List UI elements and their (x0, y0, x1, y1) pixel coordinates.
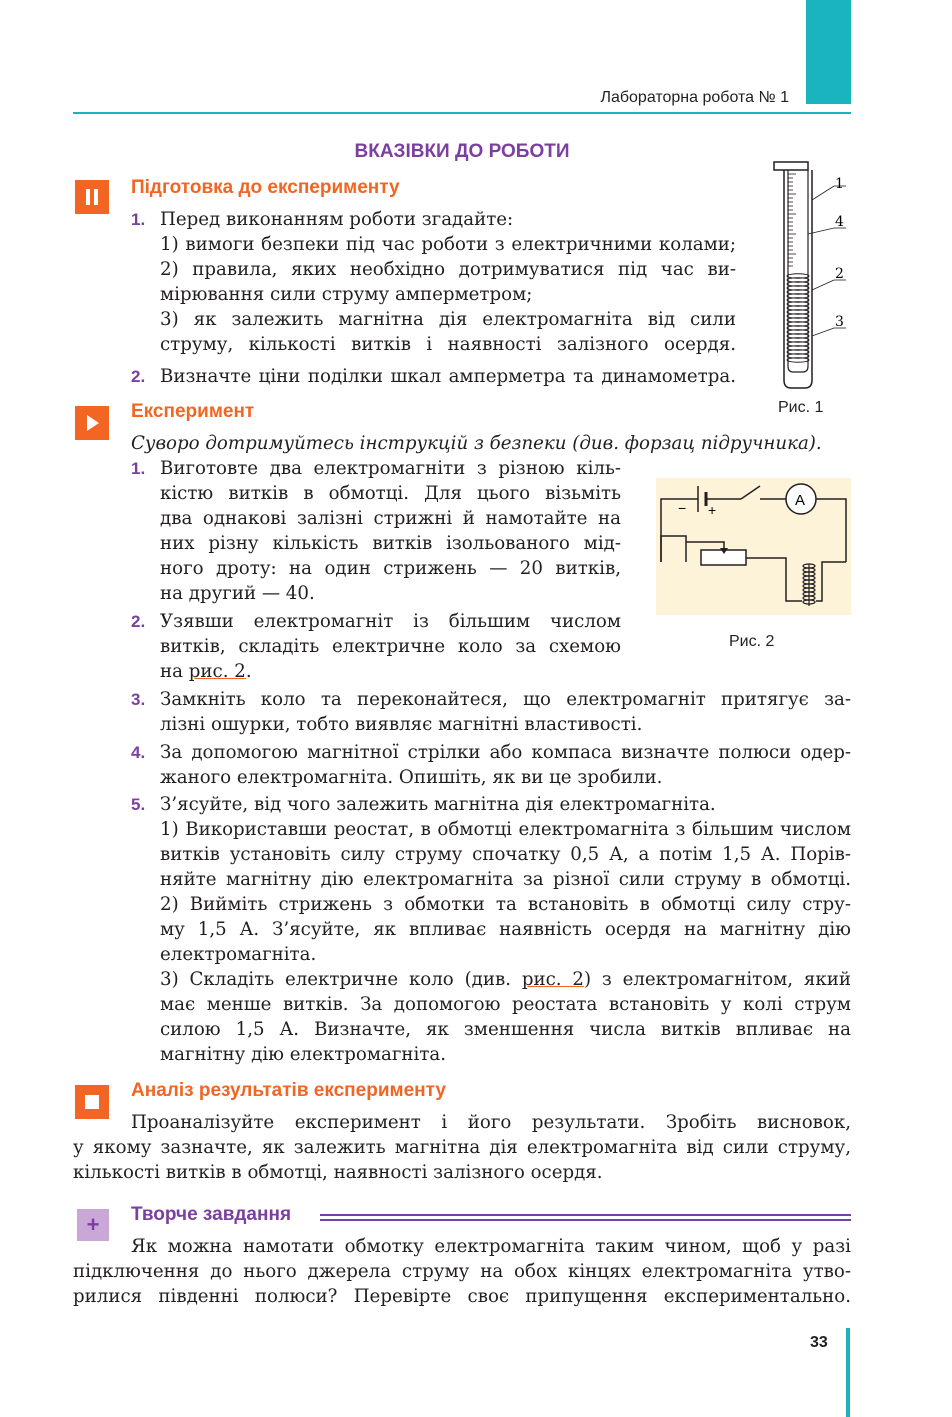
ammeter-label: A (795, 492, 806, 509)
page-title: ВКАЗІВКИ ДО РОБОТИ (354, 141, 570, 162)
text-fragment: 3) Складіть електричне коло (див. (160, 969, 522, 990)
prep-item-1 (160, 207, 736, 357)
text-line: магнітну дію електромагніта. (160, 1044, 447, 1065)
running-header: Лабораторна робота № 1 (600, 89, 789, 106)
section-title-analysis: Аналіз результатів експерименту (131, 1080, 446, 1101)
text-line: 3) як залежить магнітна дія електромагніта від сили (160, 309, 736, 330)
header-rule (73, 112, 851, 114)
figure-2-link[interactable]: рис. 2 (521, 969, 584, 990)
text-line: З’ясуйте, від чого залежить магнітна дія електромагніта. (160, 794, 716, 815)
text-line: на другий — 40. (160, 583, 315, 604)
figure-2-caption: Рис. 2 (729, 633, 775, 650)
list-number: 2. (131, 612, 146, 631)
text-line: Як можна намотати обмотку електромагніта таким чином, щоб у разі (131, 1236, 851, 1257)
text-line: витків установіть силу струму спочатку 0,5 А, а потім 1,5 А. Порів- (160, 844, 851, 865)
list-number: 1. (131, 210, 146, 229)
figure-2-circuit-diagram (656, 478, 851, 615)
figure-label: 3 (835, 314, 844, 330)
battery-plus-label: + (708, 502, 717, 518)
text-line: Суворо дотримуйтесь інструкцій з безпеки (див. форзац підручника). (131, 433, 822, 454)
text-line: Визначте ціни поділки шкал амперметра та динамометра. (160, 366, 736, 387)
text-line: струму, кількості витків і наявності залізного осердя. (160, 334, 736, 355)
section-title-experiment: Експеримент (131, 401, 255, 422)
figure-label: 2 (835, 266, 844, 282)
text-line: 1) Використавши реостат, в обмотці електромагніта з більшим числом (160, 819, 851, 840)
text-line: 2) правила, яких необхідно дотримуватися під час ви- (160, 259, 736, 280)
text-line: 2) Вийміть стрижень з обмотки та встановіть в обмотці силу стру- (160, 894, 851, 915)
page-number-bar (846, 1328, 850, 1417)
text-line: му 1,5 А. З’ясуйте, як впливає наявність осердя на магнітну дію (160, 919, 851, 940)
text-line: два однакові залізні стрижні й намотайте на (160, 508, 621, 529)
page-number: 33 (810, 1334, 828, 1351)
text-line: Виготовте два електромагніти з різною кіль- (160, 458, 621, 479)
battery-minus-label: − (678, 500, 687, 516)
text-line: силою 1,5 А. Визначте, як зменшення числа витків впливає на (160, 1019, 851, 1040)
prep-item-2 (160, 364, 736, 389)
list-number: 4. (131, 743, 146, 762)
text-line: рилися південні полюси? Перевірте своє припущення експериментально. (73, 1286, 851, 1307)
experiment-item-3 (160, 687, 851, 737)
text-fragment: . (245, 661, 252, 682)
text-line: няйте магнітну дію електромагніта за різної сили струму в обмотці. (160, 869, 851, 890)
analysis-text (73, 1110, 851, 1185)
text-fragment: ) з електромагнітом, який (583, 969, 851, 990)
pause-icon (75, 180, 109, 214)
text-line: них різну кількість витків ізольованого мід- (160, 533, 621, 554)
text-line: має менше витків. За допомогою реостата встановіть у колі струм (160, 994, 851, 1015)
text-line: 1) вимоги безпеки під час роботи з електричними колами; (160, 234, 736, 255)
experiment-item-4 (160, 740, 851, 790)
figure-label: 4 (835, 214, 844, 230)
experiment-item-1 (160, 456, 621, 606)
list-number: 1. (131, 459, 146, 478)
figure-label: 1 (835, 176, 844, 192)
figure-2-link[interactable]: рис. 2 (188, 661, 246, 682)
title-rule (320, 1213, 851, 1223)
text-line: витків, складіть електричне коло за схемою (160, 636, 621, 657)
figure-1-caption: Рис. 1 (778, 399, 824, 416)
safety-warning (131, 431, 851, 456)
experiment-item-2 (160, 609, 621, 684)
text-line: Перед виконанням роботи згадайте: (160, 209, 514, 230)
text-line: Замкніть коло та переконайтеся, що електромагніт притягує за- (160, 689, 851, 710)
text-line: у якому зазначте, як залежить магнітна дія електромагніта від сили струму, (73, 1137, 851, 1158)
text-line: Проаналізуйте експеримент і його результати. Зробіть висновок, (131, 1112, 851, 1133)
text-fragment: на (160, 661, 189, 682)
figure-1-electromagnet-tube (760, 160, 855, 392)
text-line: ного дроту: на один стрижень — 20 витків, (160, 558, 621, 579)
creative-text (73, 1234, 851, 1309)
text-line: Узявши електромагніт із більшим числом (160, 611, 621, 632)
text-line: кістю витків в обмотці. Для цього візьміть (160, 483, 621, 504)
text-line: електромагніта. (160, 944, 317, 965)
list-number: 2. (131, 367, 146, 386)
list-number: 5. (131, 795, 146, 814)
page-corner-tab (806, 0, 851, 104)
text-line (160, 659, 621, 684)
text-line: підключення до нього джерела струму на обох кінцях електромагніта утво- (73, 1261, 851, 1282)
play-icon (75, 406, 109, 440)
text-line: жаного електромагніта. Опишіть, як ви це зробили. (160, 767, 663, 788)
plus-icon: + (77, 1209, 109, 1241)
text-line: лізні ошурки, тобто виявляє магнітні властивості. (160, 714, 643, 735)
section-title-preparation: Підготовка до експерименту (131, 177, 400, 198)
text-line (160, 967, 851, 992)
text-line: мірювання сили струму амперметром; (160, 284, 533, 305)
text-line: кількості витків в обмотці, наявності залізного осердя. (73, 1162, 603, 1183)
section-title-creative: Творче завдання (131, 1204, 292, 1225)
list-number: 3. (131, 690, 146, 709)
text-line: За допомогою магнітної стрілки або компаса визначте полюси одер- (160, 742, 851, 763)
experiment-item-5 (160, 792, 851, 1067)
